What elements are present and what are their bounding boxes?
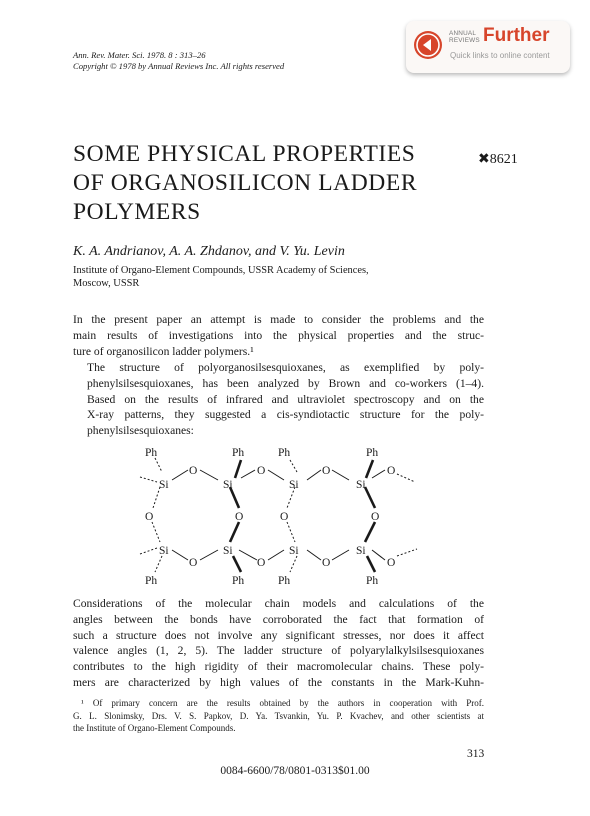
oxygen-label: O [145,511,154,523]
silicon-label: Si [289,545,299,557]
oxygen-label: O [189,557,198,569]
title-line: OF ORGANOSILICON LADDER [73,170,418,196]
silicon-label: Si [289,479,299,491]
journal-citation [73,50,284,72]
text-line: phenylsilsesquioxanes, has been analyzed by Brown and co-workers (1–4). [87,376,484,390]
phenyl-label: Ph [366,575,379,587]
footnote-line: G. L. Slonimsky, Drs. V. S. Papkov, D. Ya. Tsvankin, Yu. P. Kvachev, and other scientists at [73,710,484,721]
text-line: mers are characterized by high values of the constants in the Mark-Kuhn- [73,675,484,689]
silicon-label: Si [223,545,233,557]
footnote [73,697,484,735]
text-line: valence angles (1, 2, 5). The ladder structure of polyarylalkylsilsesquioxanes [73,644,484,658]
silicon-label: Si [223,479,233,491]
text-line: Based on the results of infrared and ultraviolet spectroscopy and on the [87,392,484,406]
title-line: POLYMERS [73,199,201,225]
oxygen-label: O [387,465,396,477]
silicon-label: Si [159,545,169,557]
paragraph-intro [73,312,484,359]
affiliation-line: Moscow, USSR [73,278,140,289]
badge-annual-text: ANNUAL [449,30,477,37]
text-line: X-ray patterns, they suggested a cis-syndiotactic structure for the poly- [87,408,484,422]
phenyl-label: Ph [145,447,158,459]
text-line: angles between the bonds have corroborated the fact that formation of [73,612,484,626]
silicon-label: Si [356,545,366,557]
citation-line: Ann. Rev. Mater. Sci. 1978. 8 : 313–26 [73,50,206,60]
oxygen-label: O [387,557,396,569]
text-line: The structure of polyorganosilsesquioxanes, as exemplified by poly- [87,361,484,374]
badge-annual-reviews-label [449,31,480,44]
text-line: In the present paper an attempt is made to consider the problems and the [73,313,484,326]
page-number: 313 [467,748,485,760]
text-line: such a structure does not involve any significant stresses, nor does it affect [73,628,484,642]
title-line: SOME PHYSICAL PROPERTIES [73,141,416,167]
play-back-icon [414,31,442,59]
authors: K. A. Andrianov, A. A. Zhdanov, and V. Yu. Levin [73,244,345,259]
paragraph-structure [73,360,484,439]
phenyl-label: Ph [366,447,379,459]
silicon-label: Si [356,479,366,491]
phenyl-label: Ph [145,575,158,587]
phenyl-label: Ph [232,575,245,587]
issn-line: 0084-6600/78/0801-0313$01.00 [220,765,370,777]
text-line: contributes to the high rigidity of their macromolecular chains. These poly- [73,660,484,674]
silicon-label: Si [159,479,169,491]
oxygen-label: O [235,511,244,523]
footnote-line: the Institute of Organo-Element Compounds. [73,723,236,733]
text-line: Considerations of the molecular chain models and calculations of the [73,597,484,610]
oxygen-label: O [322,465,331,477]
further-annual-reviews-badge[interactable] [406,21,570,73]
article-code: ✖8621 [478,152,518,167]
badge-subtitle: Quick links to online content [450,51,550,60]
phenyl-label: Ph [232,447,245,459]
paragraph-considerations [73,596,484,691]
affiliation-line: Institute of Organo-Element Compounds, USSR Academy of Sciences, [73,265,369,276]
text-line: main results of investigations into the physical properties and the struc- [73,328,484,342]
phenyl-label: Ph [278,575,291,587]
ladder-structure-diagram [135,442,455,590]
text-line: ture of organosilicon ladder polymers.¹ [73,344,254,358]
badge-reviews-text: REVIEWS [449,36,480,44]
oxygen-label: O [257,465,266,477]
affiliation [73,264,473,290]
footnote-line: ¹ Of primary concern are the results obtained by the authors in cooperation with Prof. [81,698,484,708]
phenyl-label: Ph [278,447,291,459]
text-line: phenylsilsesquioxanes: [87,424,194,438]
badge-further-label: Further [483,25,550,46]
oxygen-label: O [280,511,289,523]
oxygen-label: O [189,465,198,477]
oxygen-label: O [257,557,266,569]
article-title [73,140,433,227]
oxygen-label: O [371,511,380,523]
oxygen-label: O [322,557,331,569]
copyright-line: Copyright © 1978 by Annual Reviews Inc. All rights reserved [73,61,285,71]
